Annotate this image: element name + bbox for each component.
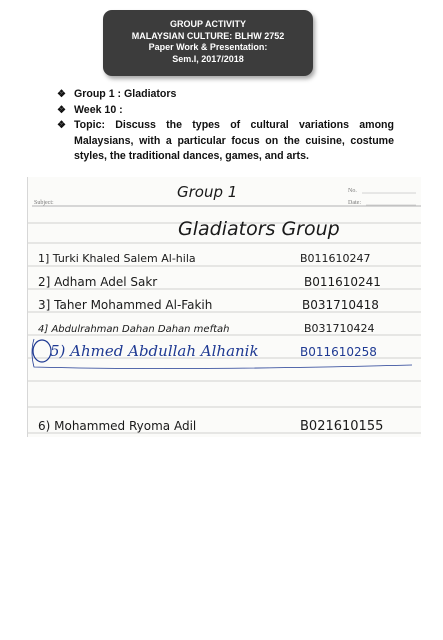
member-id-5: B011610258 [300, 345, 377, 359]
header-assignment-type: Paper Work & Presentation: [148, 42, 268, 52]
handwritten-title: Group 1 [177, 183, 238, 201]
printed-date-label: Date: [348, 200, 361, 206]
member-id-4: B031710424 [304, 322, 375, 335]
header-activity-title: GROUP ACTIVITY [169, 19, 246, 29]
member-id-1: B011610247 [300, 252, 371, 265]
member-entry-5: 5) Ahmed Abdullah Alhanik [50, 342, 259, 360]
bullet-group [57, 87, 394, 103]
week-text: Week 10 : [74, 103, 123, 116]
printed-no-label: No. [348, 188, 357, 194]
member-entry-3: 3] Taher Mohammed Al-Fakih [38, 298, 213, 312]
group-name-text: Group 1 : Gladiators [74, 88, 177, 100]
member-id-3: B031710418 [302, 298, 379, 312]
sheet-drawing [28, 177, 421, 437]
topic-text: Topic: Discuss the types of cultural variations among Malaysians, with a particular focus on the cuisine, costume styles, the traditional dances, games, and arts. [74, 119, 394, 162]
course-header-box [103, 10, 313, 76]
diamond-bullet-icon: ❖ [57, 89, 66, 100]
handwritten-subtitle: Gladiators Group [178, 218, 340, 240]
bullet-list [57, 87, 394, 165]
header-course-code: MALAYSIAN CULTURE: BLHW 2752 [131, 30, 285, 41]
diamond-bullet-icon: ❖ [57, 120, 66, 131]
header-semester: Sem.I, 2017/2018 [172, 53, 244, 64]
printed-subject-label: Subject: [34, 200, 54, 206]
bullet-topic [57, 118, 394, 165]
member-entry-2: 2] Adham Adel Sakr [38, 275, 158, 289]
bullet-week [57, 103, 394, 119]
member-entry-1: 1] Turki Khaled Salem Al-hila [38, 252, 196, 265]
member-id-2: B011610241 [304, 275, 381, 289]
member-entry-4: 4] Abdulrahman Dahan Dahan meftah [38, 324, 230, 335]
member-entry-6: 6) Mohammed Ryoma Adil [38, 419, 197, 433]
member-id-6: B021610155 [300, 419, 384, 434]
diamond-bullet-icon: ❖ [57, 104, 66, 116]
handwritten-sheet [27, 177, 421, 437]
blue-circle-mark [33, 340, 51, 362]
